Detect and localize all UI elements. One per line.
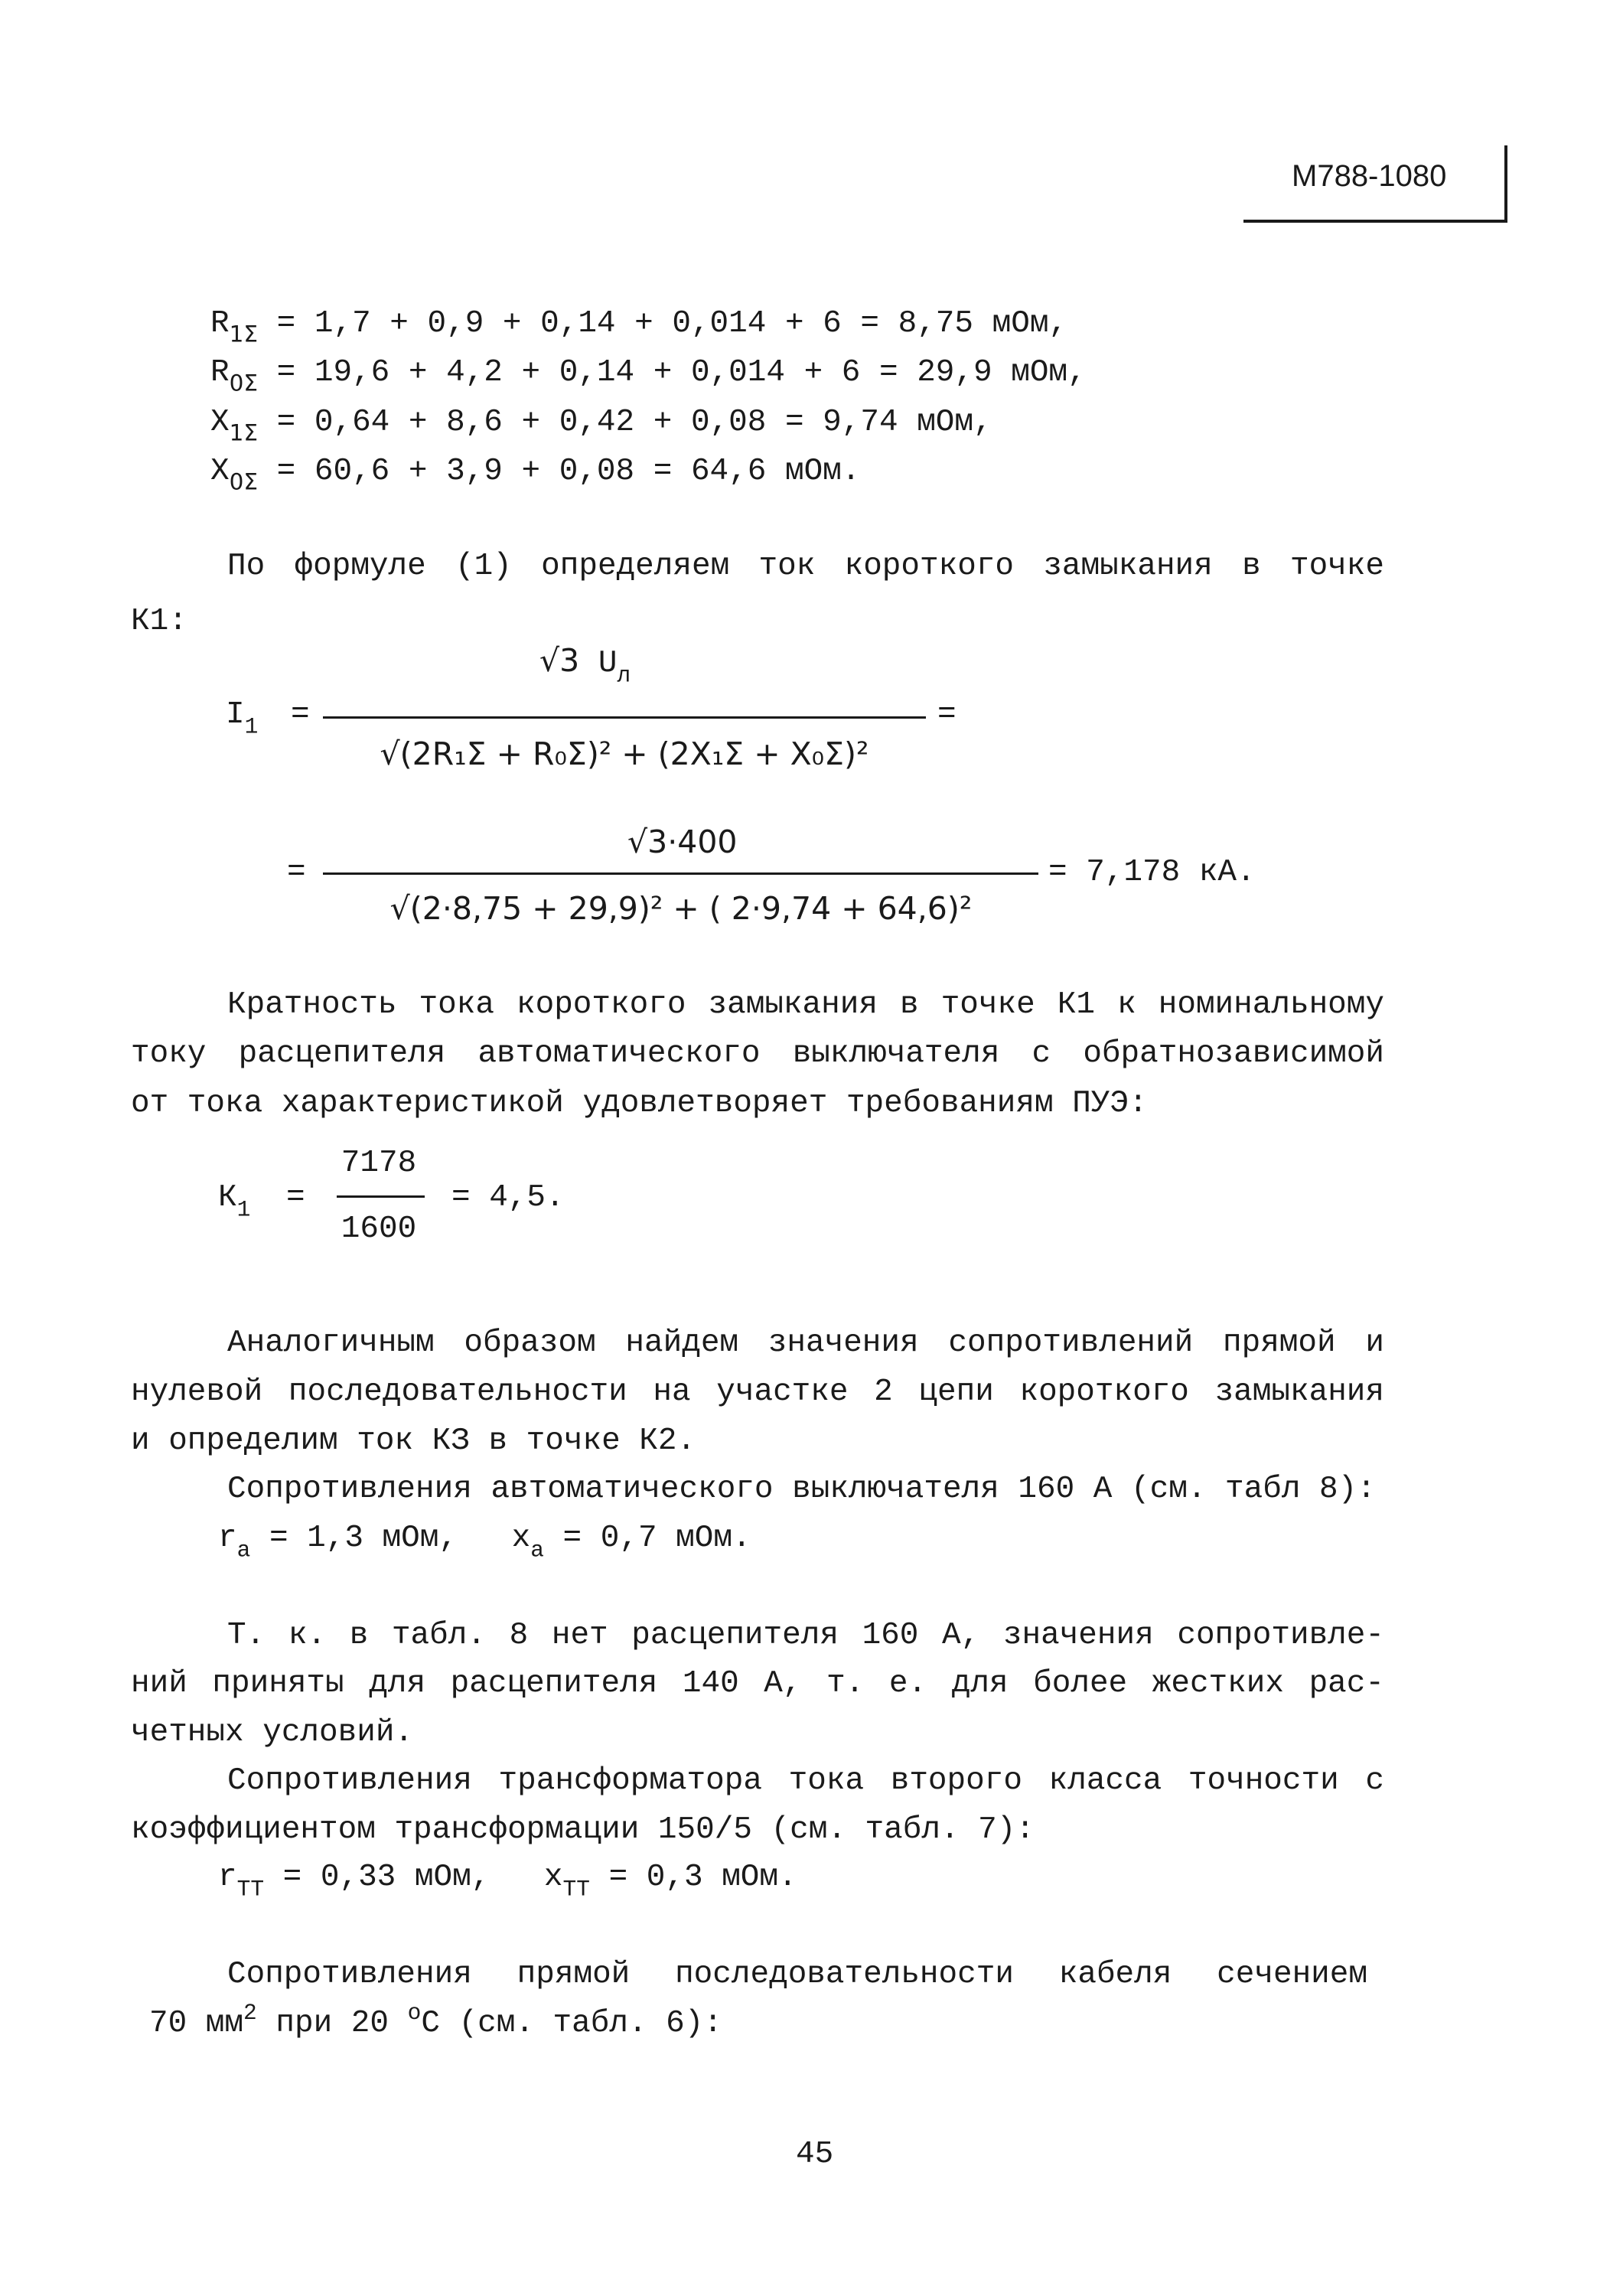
equation-r1-sum: $R_{1\Sigma} = 1,7 + 0,9 + 0,14 + 0,014 + 6 = 8,75$ мОм, (210, 306, 1068, 347)
paragraph-line: 70 $мм^2$ при 20 $^о$С (см. табл. 6): (149, 1999, 722, 2041)
paragraph-line: от тока характеристикой удовлетворяет требованиям ПУЭ: (131, 1086, 1148, 1121)
paragraph-line: ний приняты для расцепителя 140 А, т. е. для более жестких рас- (131, 1666, 1384, 1701)
header-vertical-rule (1504, 145, 1507, 222)
paragraph-line: коэффициентом трансформации 150/5 (см. табл. 7): (131, 1812, 1035, 1848)
formula-i1-equals: = (937, 697, 957, 732)
formula-rtt-xtt: $r_{ТТ} = 0,33$ мОм, $x_{ТТ} = 0,3$ мОм. (218, 1860, 797, 1903)
formula-i1-fraction-bar (323, 716, 926, 719)
formula-k1-numerator: 7178 (341, 1146, 417, 1181)
formula-ra-xa: $r_a = 1,3$ мОм, $x_a = 0,7$ мОм. (218, 1521, 751, 1564)
formula-k1-lhs: $К_1$ = (218, 1180, 305, 1223)
paragraph-line: и определим ток КЗ в точке К2. (131, 1424, 696, 1459)
paragraph-line: Аналогичным образом найдем значения сопротивлений прямой и (227, 1326, 1384, 1361)
paragraph-line: Сопротивления автоматического выключателя 160 А (см. табл 8): (227, 1472, 1376, 1507)
formula-i1-numerator: √3 $U_л$ (539, 642, 631, 689)
formula-k1-result: = 4,5. (451, 1180, 565, 1215)
equation-x1-sum: $X_{1\Sigma} = 0,64 + 8,6 + 0,42 + 0,08 = 9,74$ мОм, (210, 405, 992, 446)
equation-r0-sum: $R_{0\Sigma} = 19,6 + 4,2 + 0,14 + 0,014 + 6 = 29,9$ мОм, (210, 355, 1087, 396)
equation-x0-sum: $X_{0\Sigma} = 60,6 + 3,9 + 0,08 = 64,6$ мОм. (210, 454, 861, 495)
paragraph-line: Сопротивления трансформатора тока второго класса точности с (227, 1763, 1384, 1799)
paragraph-line: нулевой последовательности на участке 2 цепи короткого замыкания (131, 1375, 1384, 1410)
formula-k1-denominator: 1600 (341, 1212, 417, 1247)
paragraph-line: Кратность тока короткого замыкания в точке К1 к номинальному (227, 987, 1384, 1022)
formula-i1-line2-fraction-bar (323, 872, 1038, 875)
formula-k1-fraction-bar (337, 1195, 425, 1198)
page-number: 45 (796, 2137, 834, 2172)
paragraph-line: Сопротивления прямой последовательности кабеля сечением (227, 1957, 1367, 1992)
paragraph-line: По формуле (1) определяем ток короткого замыкания в точке (227, 549, 1384, 584)
header-horizontal-rule (1243, 220, 1507, 223)
formula-i1-denominator: √(2R₁Σ + R₀Σ)² + (2X₁Σ + X₀Σ)² (380, 735, 869, 772)
formula-i1-lhs: $I_1$ = (226, 697, 310, 740)
paragraph-line: Т. к. в табл. 8 нет расцепителя 160 А, значения сопротивле- (227, 1618, 1384, 1653)
formula-i1-result: = 7,178 кА. (1048, 855, 1256, 890)
formula-i1-line2-numerator: √3·400 (627, 823, 738, 860)
paragraph-line: четных условий. (131, 1715, 414, 1750)
formula-i1-line2-denominator: √(2·8,75 + 29,9)² + ( 2·9,74 + 64,6)² (389, 890, 973, 927)
paragraph-line: К1: (131, 604, 187, 639)
document-code: М788-1080 (1292, 159, 1447, 193)
formula-i1-line2-equals: = (287, 855, 306, 890)
paragraph-line: току расцепителя автоматического выключателя с обратнозависимой (131, 1036, 1384, 1071)
